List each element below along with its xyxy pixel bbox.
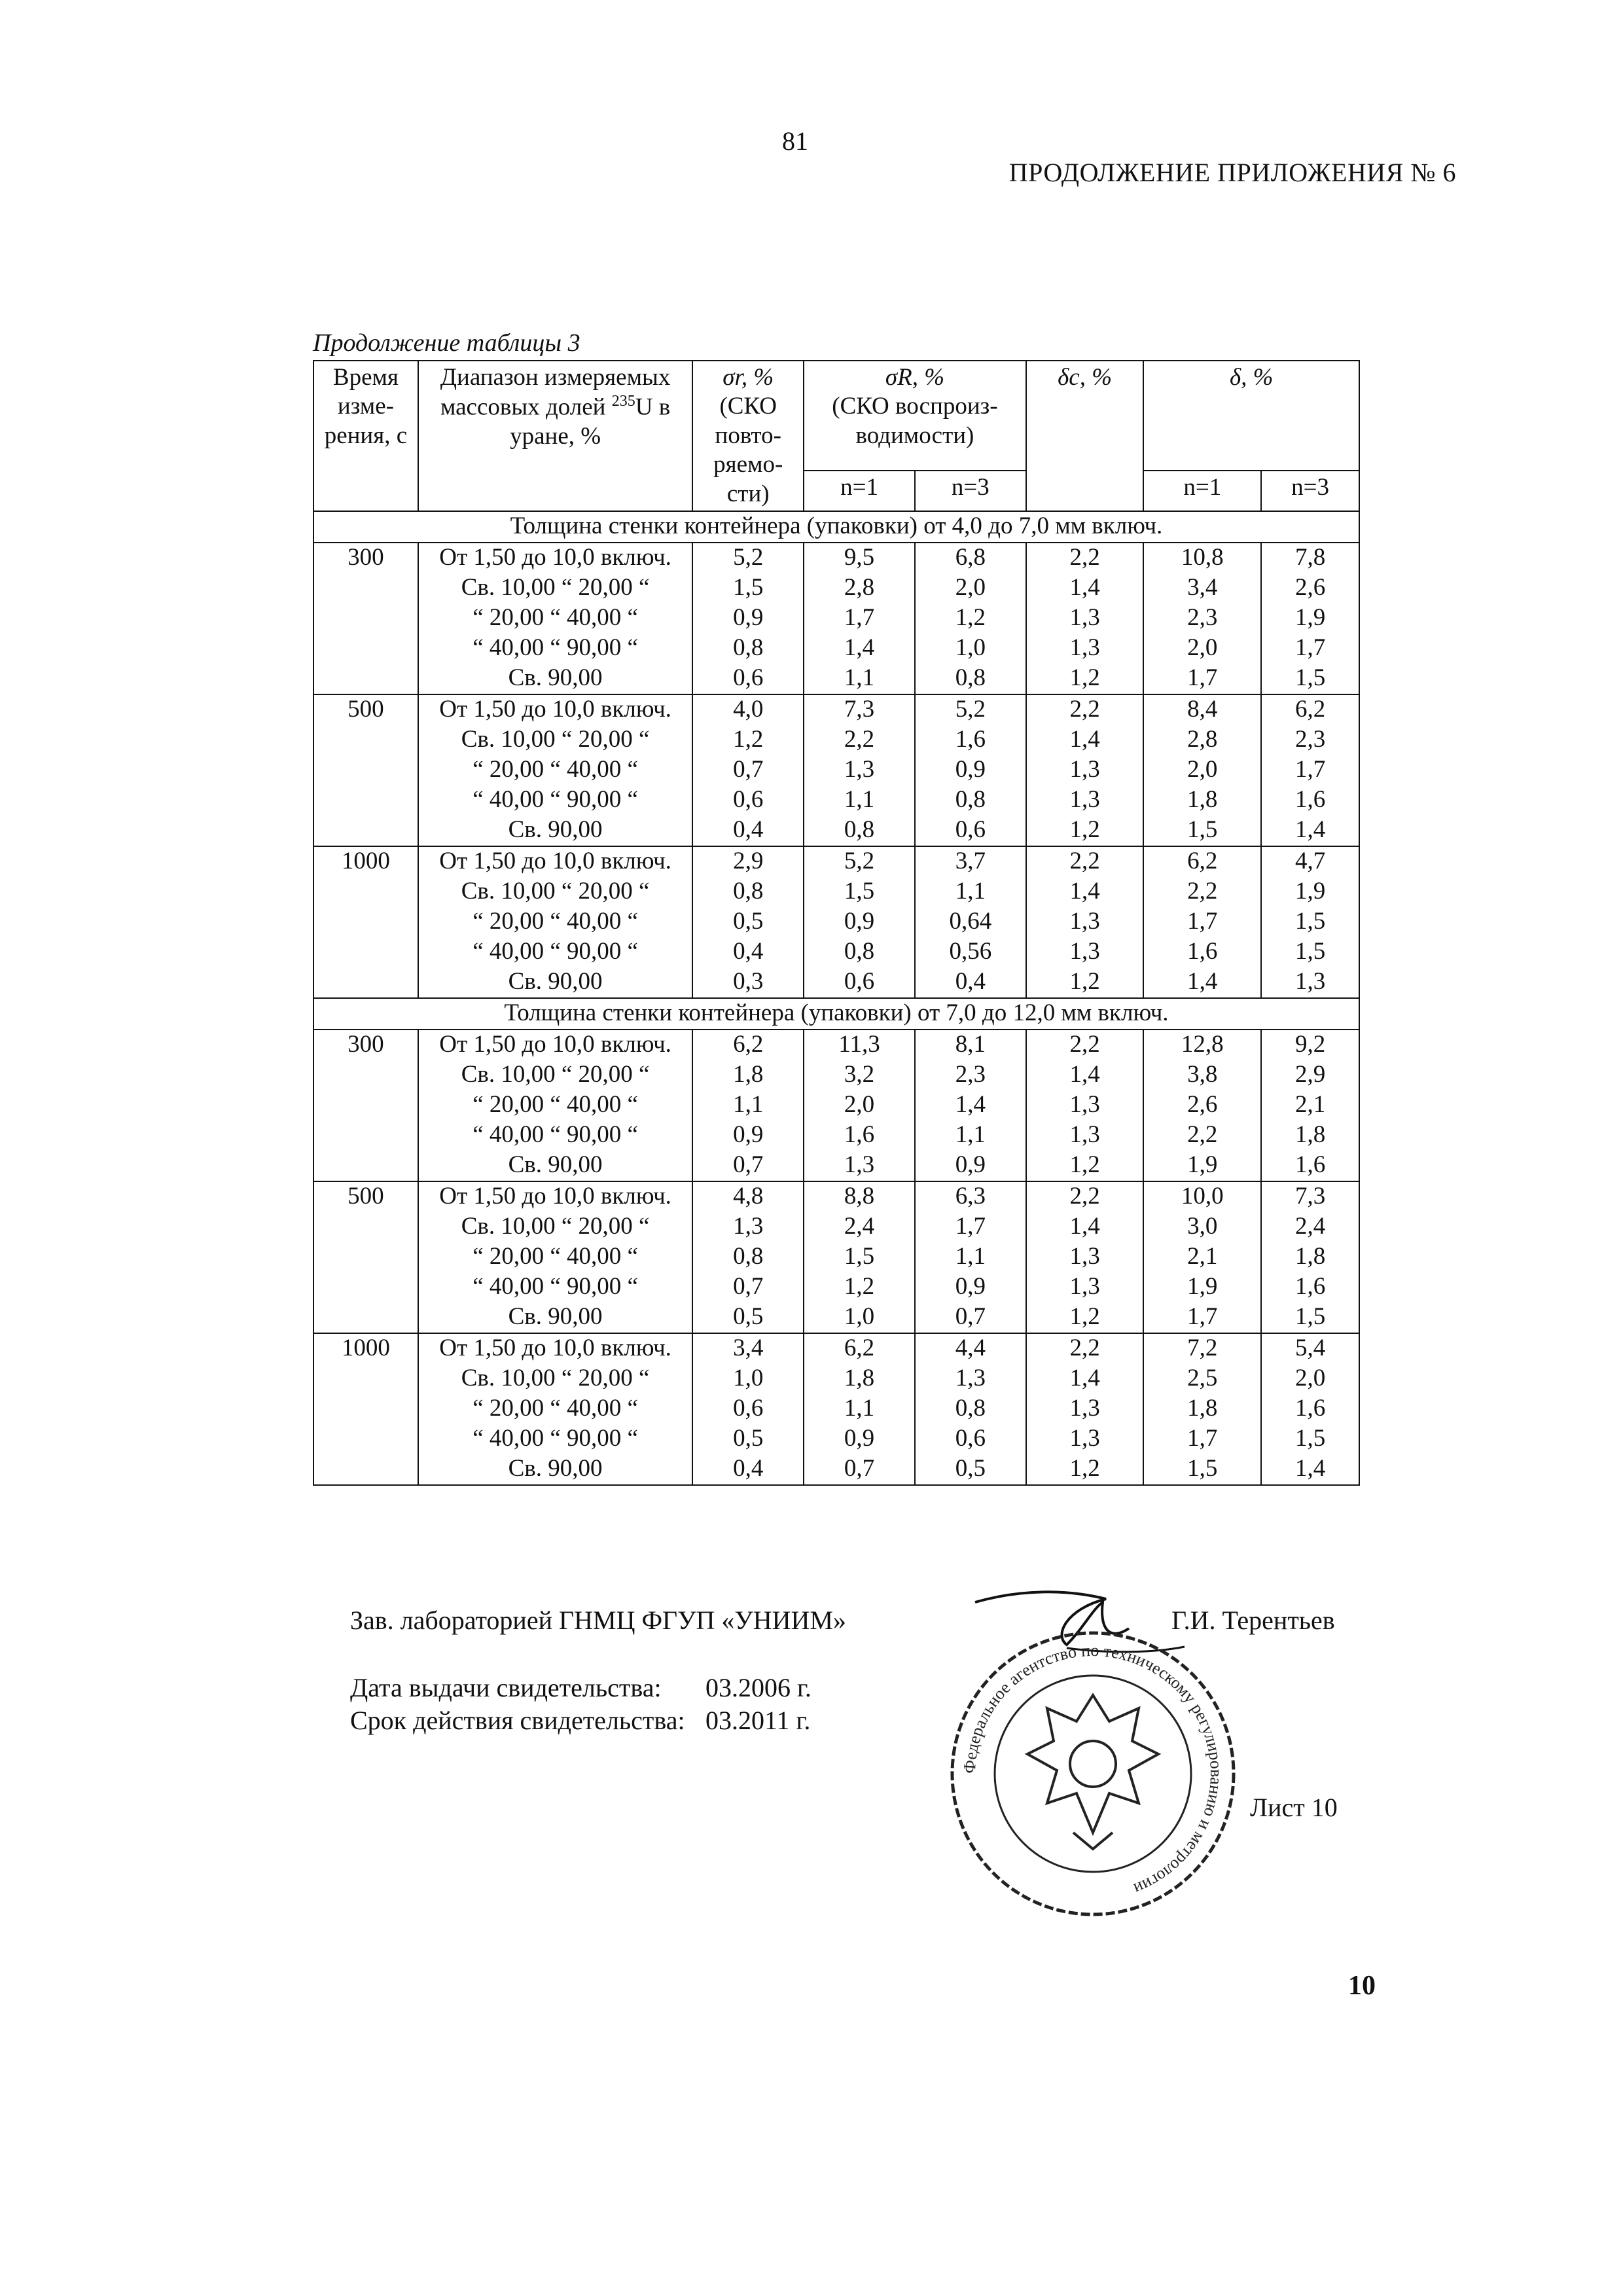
value-cell: 1,7 xyxy=(1143,1302,1261,1333)
header-sigma-R-n3: n=3 xyxy=(915,471,1026,511)
signer-name: Г.И. Терентьев xyxy=(1171,1605,1335,1635)
value-cell: 1,5 xyxy=(1261,1424,1359,1454)
table-row xyxy=(313,1394,1359,1424)
value-cell: 0,9 xyxy=(915,1151,1026,1181)
value-cell: 1,8 xyxy=(1143,1394,1261,1424)
value-cell: 2,2 xyxy=(1026,543,1144,573)
table-row xyxy=(313,1242,1359,1272)
value-cell: 1,1 xyxy=(804,1394,915,1424)
value-cell: 1,0 xyxy=(915,634,1026,664)
range-cell: От 1,50 до 10,0 включ. xyxy=(418,1181,692,1212)
svg-text:Федеральное агентство по техни xyxy=(960,1641,1226,1899)
value-cell: 10,8 xyxy=(1143,543,1261,573)
value-cell: 1,3 xyxy=(1261,967,1359,998)
time-cell xyxy=(313,1060,418,1090)
value-cell: 0,56 xyxy=(915,937,1026,967)
value-cell: 1,6 xyxy=(804,1121,915,1151)
table-row xyxy=(313,664,1359,694)
time-cell xyxy=(313,937,418,967)
value-cell: 1,4 xyxy=(915,1090,1026,1121)
value-cell: 2,2 xyxy=(1026,1181,1144,1212)
value-cell: 1,3 xyxy=(1026,1090,1144,1121)
table-row xyxy=(313,1302,1359,1333)
header-range: Диапазон измеряемых массовых долей $^{235}$U в уране, % xyxy=(418,361,692,511)
time-cell xyxy=(313,1242,418,1272)
value-cell: 10,0 xyxy=(1143,1181,1261,1212)
value-cell: 1,4 xyxy=(1026,877,1144,907)
value-cell: 1,5 xyxy=(804,1242,915,1272)
value-cell: 5,2 xyxy=(804,846,915,877)
table-row xyxy=(313,634,1359,664)
time-cell xyxy=(313,1424,418,1454)
time-cell xyxy=(313,634,418,664)
time-cell xyxy=(313,755,418,785)
range-cell: Св. 90,00 xyxy=(418,816,692,846)
value-cell: 1,3 xyxy=(1026,1242,1144,1272)
value-cell: 1,3 xyxy=(1026,785,1144,816)
header-sigma-R: σR, % (СКО воспроиз-водимости) xyxy=(804,361,1026,471)
validity-value: 03.2011 г. xyxy=(705,1706,811,1735)
value-cell: 1,1 xyxy=(804,785,915,816)
table-row xyxy=(313,1333,1359,1364)
value-cell: 1,6 xyxy=(1261,1151,1359,1181)
time-cell xyxy=(313,1364,418,1394)
value-cell: 2,6 xyxy=(1143,1090,1261,1121)
value-cell: 2,4 xyxy=(1261,1212,1359,1242)
range-cell: Св. 10,00 “ 20,00 “ xyxy=(418,725,692,755)
value-cell: 1,3 xyxy=(915,1364,1026,1394)
value-cell: 1,5 xyxy=(1143,1454,1261,1485)
value-cell: 2,2 xyxy=(804,725,915,755)
value-cell: 0,4 xyxy=(692,1454,804,1485)
value-cell: 0,7 xyxy=(915,1302,1026,1333)
header-delta-n3: n=3 xyxy=(1261,471,1359,511)
value-cell: 4,7 xyxy=(1261,846,1359,877)
range-cell: Св. 90,00 xyxy=(418,967,692,998)
header-delta-n1: n=1 xyxy=(1143,471,1261,511)
value-cell: 1,1 xyxy=(915,1242,1026,1272)
value-cell: 1,1 xyxy=(915,1121,1026,1151)
table-row xyxy=(313,1060,1359,1090)
value-cell: 2,4 xyxy=(804,1212,915,1242)
value-cell: 7,3 xyxy=(1261,1181,1359,1212)
time-cell xyxy=(313,967,418,998)
range-cell: Св. 90,00 xyxy=(418,1302,692,1333)
value-cell: 0,64 xyxy=(915,907,1026,937)
value-cell: 1,3 xyxy=(1026,1424,1144,1454)
range-cell: “ 20,00 “ 40,00 “ xyxy=(418,1242,692,1272)
table-row xyxy=(313,755,1359,785)
value-cell: 6,2 xyxy=(692,1030,804,1060)
value-cell: 0,8 xyxy=(915,1394,1026,1424)
section-title: Толщина стенки контейнера (упаковки) от 7,0 до 12,0 мм включ. xyxy=(313,998,1359,1030)
value-cell: 9,2 xyxy=(1261,1030,1359,1060)
table-body xyxy=(313,511,1359,1485)
value-cell: 3,4 xyxy=(692,1333,804,1364)
time-cell xyxy=(313,785,418,816)
sheet-number: Лист 10 xyxy=(1250,1793,1338,1822)
value-cell: 2,0 xyxy=(1261,1364,1359,1394)
value-cell: 1,8 xyxy=(692,1060,804,1090)
value-cell: 0,4 xyxy=(915,967,1026,998)
table-row xyxy=(313,694,1359,725)
value-cell: 3,4 xyxy=(1143,573,1261,603)
range-cell: От 1,50 до 10,0 включ. xyxy=(418,846,692,877)
value-cell: 2,0 xyxy=(804,1090,915,1121)
issue-date-value: 03.2006 г. xyxy=(705,1673,812,1702)
value-cell: 12,8 xyxy=(1143,1030,1261,1060)
table-row xyxy=(313,785,1359,816)
table-caption: Продолжение таблицы 3 xyxy=(313,329,580,357)
range-cell: Св. 90,00 xyxy=(418,1454,692,1485)
value-cell: 1,5 xyxy=(804,877,915,907)
time-cell xyxy=(313,1151,418,1181)
time-cell: 300 xyxy=(313,543,418,573)
value-cell: 0,5 xyxy=(692,907,804,937)
value-cell: 1,3 xyxy=(804,755,915,785)
range-cell: “ 20,00 “ 40,00 “ xyxy=(418,755,692,785)
header-sigma-r: σr, % (СКО повто-ряемо-сти) xyxy=(692,361,804,511)
time-cell: 1000 xyxy=(313,846,418,877)
time-cell xyxy=(313,1121,418,1151)
issue-date-label: Дата выдачи свидетельства: xyxy=(350,1673,662,1702)
value-cell: 1,2 xyxy=(915,603,1026,634)
value-cell: 1,4 xyxy=(1026,573,1144,603)
value-cell: 5,2 xyxy=(692,543,804,573)
value-cell: 1,7 xyxy=(1143,907,1261,937)
time-cell xyxy=(313,603,418,634)
value-cell: 0,7 xyxy=(692,755,804,785)
range-cell: “ 20,00 “ 40,00 “ xyxy=(418,1090,692,1121)
table-row xyxy=(313,1364,1359,1394)
range-cell: Св. 10,00 “ 20,00 “ xyxy=(418,877,692,907)
seal-stamp xyxy=(942,1623,1243,1924)
table-row xyxy=(313,573,1359,603)
value-cell: 0,9 xyxy=(804,907,915,937)
value-cell: 1,7 xyxy=(915,1212,1026,1242)
value-cell: 1,6 xyxy=(1143,937,1261,967)
value-cell: 1,6 xyxy=(1261,1272,1359,1302)
value-cell: 2,9 xyxy=(1261,1060,1359,1090)
header-time: Время изме-рения, с xyxy=(313,361,418,511)
value-cell: 0,8 xyxy=(915,785,1026,816)
table-row xyxy=(313,543,1359,573)
table-row xyxy=(313,725,1359,755)
lab-head-text: Зав. лабораторией ГНМЦ ФГУП «УНИИМ» xyxy=(350,1605,846,1635)
time-cell xyxy=(313,1090,418,1121)
value-cell: 1,2 xyxy=(1026,816,1144,846)
value-cell: 3,2 xyxy=(804,1060,915,1090)
value-cell: 1,4 xyxy=(1026,1060,1144,1090)
value-cell: 0,9 xyxy=(692,1121,804,1151)
table-row xyxy=(313,1272,1359,1302)
value-cell: 2,8 xyxy=(804,573,915,603)
page-number-bottom: 10 xyxy=(1348,1971,1376,2001)
value-cell: 0,9 xyxy=(915,755,1026,785)
validity-label: Срок действия свидетельства: xyxy=(350,1706,685,1735)
value-cell: 1,1 xyxy=(804,664,915,694)
time-cell: 500 xyxy=(313,1181,418,1212)
value-cell: 2,2 xyxy=(1026,1333,1144,1364)
value-cell: 0,8 xyxy=(692,877,804,907)
value-cell: 1,9 xyxy=(1143,1151,1261,1181)
value-cell: 2,0 xyxy=(1143,755,1261,785)
value-cell: 6,3 xyxy=(915,1181,1026,1212)
value-cell: 2,3 xyxy=(915,1060,1026,1090)
range-cell: “ 20,00 “ 40,00 “ xyxy=(418,1394,692,1424)
value-cell: 5,4 xyxy=(1261,1333,1359,1364)
value-cell: 1,4 xyxy=(1143,967,1261,998)
time-cell xyxy=(313,816,418,846)
value-cell: 1,8 xyxy=(1261,1121,1359,1151)
range-cell: Св. 10,00 “ 20,00 “ xyxy=(418,1060,692,1090)
value-cell: 6,2 xyxy=(1143,846,1261,877)
value-cell: 1,7 xyxy=(804,603,915,634)
value-cell: 2,0 xyxy=(1143,634,1261,664)
value-cell: 0,8 xyxy=(915,664,1026,694)
range-cell: Св. 10,00 “ 20,00 “ xyxy=(418,573,692,603)
value-cell: 7,8 xyxy=(1261,543,1359,573)
value-cell: 0,9 xyxy=(692,603,804,634)
time-cell xyxy=(313,664,418,694)
value-cell: 1,4 xyxy=(1261,1454,1359,1485)
value-cell: 6,2 xyxy=(804,1333,915,1364)
range-cell: “ 20,00 “ 40,00 “ xyxy=(418,603,692,634)
section-title: Толщина стенки контейнера (упаковки) от 4,0 до 7,0 мм включ. xyxy=(313,511,1359,543)
range-cell: Св. 90,00 xyxy=(418,664,692,694)
time-cell xyxy=(313,1454,418,1485)
range-cell: От 1,50 до 10,0 включ. xyxy=(418,543,692,573)
table-row xyxy=(313,877,1359,907)
value-cell: 1,2 xyxy=(804,1272,915,1302)
range-cell: “ 40,00 “ 90,00 “ xyxy=(418,937,692,967)
value-cell: 1,5 xyxy=(692,573,804,603)
time-cell xyxy=(313,1394,418,1424)
time-cell xyxy=(313,1272,418,1302)
table-row xyxy=(313,1181,1359,1212)
value-cell: 3,7 xyxy=(915,846,1026,877)
value-cell: 0,6 xyxy=(915,1424,1026,1454)
value-cell: 8,8 xyxy=(804,1181,915,1212)
value-cell: 0,8 xyxy=(692,634,804,664)
value-cell: 7,3 xyxy=(804,694,915,725)
value-cell: 6,2 xyxy=(1261,694,1359,725)
table-row xyxy=(313,1121,1359,1151)
value-cell: 1,9 xyxy=(1261,603,1359,634)
range-cell: “ 40,00 “ 90,00 “ xyxy=(418,1424,692,1454)
value-cell: 1,0 xyxy=(804,1302,915,1333)
value-cell: 0,5 xyxy=(692,1302,804,1333)
header-delta-c: δc, % xyxy=(1026,361,1144,511)
value-cell: 1,4 xyxy=(1261,816,1359,846)
value-cell: 1,4 xyxy=(804,634,915,664)
value-cell: 8,4 xyxy=(1143,694,1261,725)
range-cell: От 1,50 до 10,0 включ. xyxy=(418,1030,692,1060)
time-cell: 1000 xyxy=(313,1333,418,1364)
time-cell xyxy=(313,1212,418,1242)
value-cell: 1,3 xyxy=(804,1151,915,1181)
table-row xyxy=(313,1030,1359,1060)
value-cell: 0,4 xyxy=(692,816,804,846)
value-cell: 1,4 xyxy=(1026,725,1144,755)
value-cell: 2,0 xyxy=(915,573,1026,603)
page-number-top: 81 xyxy=(782,126,808,156)
value-cell: 2,2 xyxy=(1026,846,1144,877)
range-cell: “ 40,00 “ 90,00 “ xyxy=(418,1272,692,1302)
value-cell: 0,4 xyxy=(692,937,804,967)
value-cell: 1,8 xyxy=(1143,785,1261,816)
value-cell: 1,7 xyxy=(1261,634,1359,664)
value-cell: 1,7 xyxy=(1143,664,1261,694)
value-cell: 2,2 xyxy=(1143,1121,1261,1151)
value-cell: 1,5 xyxy=(1261,1302,1359,1333)
value-cell: 1,3 xyxy=(1026,755,1144,785)
value-cell: 1,8 xyxy=(1261,1242,1359,1272)
time-cell xyxy=(313,907,418,937)
value-cell: 0,7 xyxy=(804,1454,915,1485)
value-cell: 2,2 xyxy=(1026,694,1144,725)
value-cell: 2,2 xyxy=(1026,1030,1144,1060)
table-row xyxy=(313,1424,1359,1454)
value-cell: 1,2 xyxy=(1026,1151,1144,1181)
table-row xyxy=(313,816,1359,846)
value-cell: 2,3 xyxy=(1261,725,1359,755)
range-cell: “ 40,00 “ 90,00 “ xyxy=(418,785,692,816)
value-cell: 1,3 xyxy=(1026,1394,1144,1424)
value-cell: 1,4 xyxy=(1026,1212,1144,1242)
value-cell: 2,5 xyxy=(1143,1364,1261,1394)
value-cell: 0,7 xyxy=(692,1151,804,1181)
value-cell: 1,5 xyxy=(1261,664,1359,694)
value-cell: 4,4 xyxy=(915,1333,1026,1364)
value-cell: 0,5 xyxy=(915,1454,1026,1485)
value-cell: 6,8 xyxy=(915,543,1026,573)
table-row xyxy=(313,603,1359,634)
value-cell: 1,2 xyxy=(1026,967,1144,998)
value-cell: 1,6 xyxy=(915,725,1026,755)
value-cell: 1,7 xyxy=(1261,755,1359,785)
value-cell: 1,3 xyxy=(692,1212,804,1242)
range-cell: “ 40,00 “ 90,00 “ xyxy=(418,1121,692,1151)
table-row xyxy=(313,1454,1359,1485)
value-cell: 1,1 xyxy=(692,1090,804,1121)
header-sigma-R-n1: n=1 xyxy=(804,471,915,511)
value-cell: 3,0 xyxy=(1143,1212,1261,1242)
value-cell: 0,6 xyxy=(692,785,804,816)
value-cell: 7,2 xyxy=(1143,1333,1261,1364)
value-cell: 1,3 xyxy=(1026,1272,1144,1302)
range-cell: “ 20,00 “ 40,00 “ xyxy=(418,907,692,937)
value-cell: 0,6 xyxy=(915,816,1026,846)
data-table xyxy=(313,360,1360,1486)
value-cell: 1,7 xyxy=(1143,1424,1261,1454)
range-cell: Св. 10,00 “ 20,00 “ xyxy=(418,1212,692,1242)
table-row xyxy=(313,1090,1359,1121)
table-row xyxy=(313,1151,1359,1181)
range-cell: Св. 90,00 xyxy=(418,1151,692,1181)
table-row xyxy=(313,967,1359,998)
time-cell xyxy=(313,725,418,755)
time-cell: 300 xyxy=(313,1030,418,1060)
appendix-header: ПРОДОЛЖЕНИЕ ПРИЛОЖЕНИЯ № 6 xyxy=(1008,158,1456,187)
value-cell: 0,5 xyxy=(692,1424,804,1454)
value-cell: 11,3 xyxy=(804,1030,915,1060)
value-cell: 1,2 xyxy=(1026,664,1144,694)
header-delta: δ, % xyxy=(1143,361,1359,471)
value-cell: 0,9 xyxy=(804,1424,915,1454)
value-cell: 1,4 xyxy=(1026,1364,1144,1394)
value-cell: 1,1 xyxy=(915,877,1026,907)
range-cell: От 1,50 до 10,0 включ. xyxy=(418,694,692,725)
value-cell: 1,3 xyxy=(1026,937,1144,967)
value-cell: 1,0 xyxy=(692,1364,804,1394)
value-cell: 1,2 xyxy=(1026,1454,1144,1485)
value-cell: 1,5 xyxy=(1261,937,1359,967)
value-cell: 0,7 xyxy=(692,1272,804,1302)
table-row xyxy=(313,907,1359,937)
value-cell: 2,8 xyxy=(1143,725,1261,755)
value-cell: 0,9 xyxy=(915,1272,1026,1302)
value-cell: 1,9 xyxy=(1143,1272,1261,1302)
table-row xyxy=(313,937,1359,967)
value-cell: 2,9 xyxy=(692,846,804,877)
value-cell: 1,5 xyxy=(1261,907,1359,937)
value-cell: 0,6 xyxy=(692,664,804,694)
value-cell: 2,6 xyxy=(1261,573,1359,603)
value-cell: 4,8 xyxy=(692,1181,804,1212)
value-cell: 1,6 xyxy=(1261,1394,1359,1424)
value-cell: 1,8 xyxy=(804,1364,915,1394)
range-cell: От 1,50 до 10,0 включ. xyxy=(418,1333,692,1364)
seal-text: Федеральное агентство по техническому регулированию и метрологии xyxy=(959,1640,1226,1899)
value-cell: 1,5 xyxy=(1143,816,1261,846)
range-cell: “ 40,00 “ 90,00 “ xyxy=(418,634,692,664)
table-row xyxy=(313,1212,1359,1242)
value-cell: 2,2 xyxy=(1143,877,1261,907)
value-cell: 1,3 xyxy=(1026,634,1144,664)
value-cell: 0,3 xyxy=(692,967,804,998)
value-cell: 1,3 xyxy=(1026,1121,1144,1151)
range-cell: Св. 10,00 “ 20,00 “ xyxy=(418,1364,692,1394)
value-cell: 1,2 xyxy=(692,725,804,755)
value-cell: 8,1 xyxy=(915,1030,1026,1060)
value-cell: 0,8 xyxy=(692,1242,804,1272)
value-cell: 4,0 xyxy=(692,694,804,725)
value-cell: 1,3 xyxy=(1026,603,1144,634)
value-cell: 1,2 xyxy=(1026,1302,1144,1333)
value-cell: 0,8 xyxy=(804,937,915,967)
value-cell: 2,3 xyxy=(1143,603,1261,634)
value-cell: 1,6 xyxy=(1261,785,1359,816)
value-cell: 5,2 xyxy=(915,694,1026,725)
value-cell: 1,9 xyxy=(1261,877,1359,907)
time-cell xyxy=(313,573,418,603)
value-cell: 1,3 xyxy=(1026,907,1144,937)
table-row xyxy=(313,846,1359,877)
value-cell: 3,8 xyxy=(1143,1060,1261,1090)
time-cell: 500 xyxy=(313,694,418,725)
value-cell: 2,1 xyxy=(1143,1242,1261,1272)
value-cell: 0,6 xyxy=(692,1394,804,1424)
time-cell xyxy=(313,877,418,907)
value-cell: 2,1 xyxy=(1261,1090,1359,1121)
time-cell xyxy=(313,1302,418,1333)
value-cell: 0,6 xyxy=(804,967,915,998)
value-cell: 0,8 xyxy=(804,816,915,846)
value-cell: 9,5 xyxy=(804,543,915,573)
